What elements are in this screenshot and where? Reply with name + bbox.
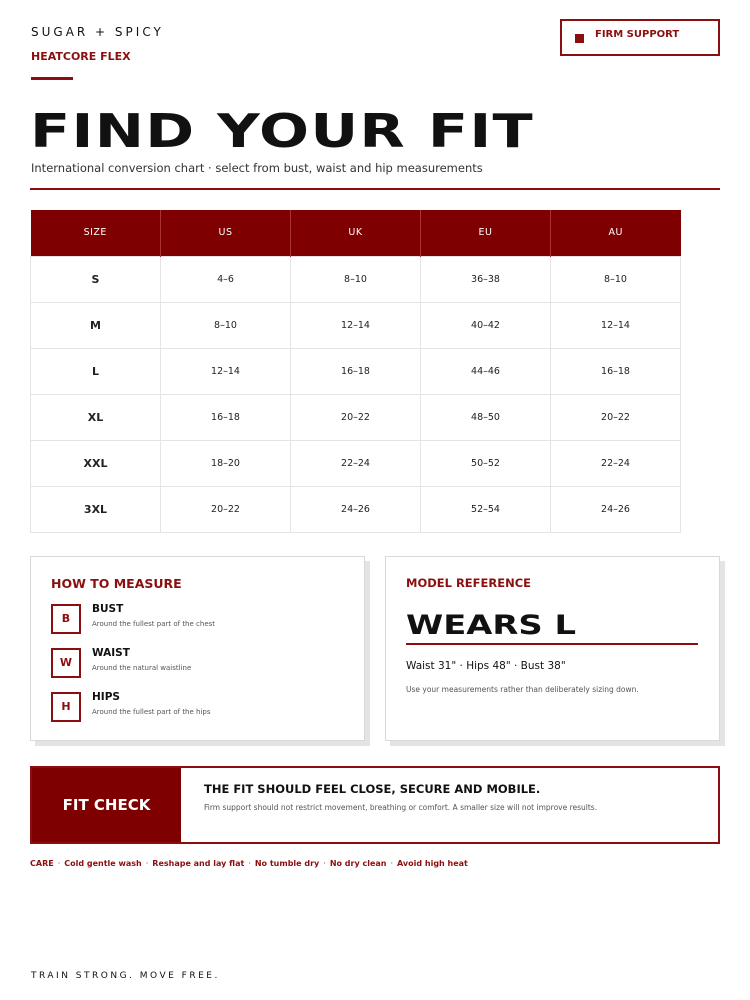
separator-dot: · (57, 859, 61, 868)
table-row (31, 348, 681, 394)
how-to-measure-heading: HOW TO MEASURE (51, 576, 182, 591)
support-badge (560, 19, 720, 56)
waist-letter-icon: W (51, 648, 81, 678)
square-bullet-icon (575, 34, 584, 43)
measure-item-bust (51, 604, 351, 634)
care-item: No dry clean (329, 859, 387, 868)
bust-letter-icon: B (51, 604, 81, 634)
fit-check-headline: THE FIT SHOULD FEEL CLOSE, SECURE AND MOBILE. (204, 782, 541, 796)
size-conversion-table (30, 210, 681, 533)
measure-item-name: BUST (92, 603, 124, 615)
table-cell: 44–46 (421, 348, 551, 394)
table-cell: 36–38 (421, 256, 551, 302)
fit-check-label-block (32, 768, 181, 842)
size-cell: 3XL (31, 486, 161, 532)
brand-name: SUGAR + SPICY (31, 25, 164, 39)
product-name: HEATCORE FLEX (31, 50, 131, 63)
size-cell: S (31, 256, 161, 302)
table-cell: 12–14 (161, 348, 291, 394)
table-row (31, 394, 681, 440)
fit-check-body: Firm support should not restrict movement, breathing or comfort. A smaller size will not improve results. (204, 803, 598, 812)
care-item: Reshape and lay flat (152, 859, 245, 868)
table-row (31, 256, 681, 302)
care-label: CARE (30, 859, 54, 868)
separator-dot: · (248, 859, 251, 868)
table-row (31, 302, 681, 348)
table-cell: 4–6 (161, 256, 291, 302)
table-cell: 20–22 (551, 394, 681, 440)
model-reference-card (385, 556, 720, 741)
table-cell: 52–54 (421, 486, 551, 532)
table-header-row (31, 210, 681, 256)
table-cell: 40–42 (421, 302, 551, 348)
fit-check-banner (30, 766, 720, 844)
model-note: Use your measurements rather than deliberately sizing down. (406, 685, 639, 694)
table-cell: 16–18 (551, 348, 681, 394)
column-header: SIZE (31, 210, 161, 256)
model-measurements: Waist 31" · Hips 48" · Bust 38" (406, 660, 566, 672)
brand-divider (31, 77, 73, 80)
measure-item-hips (51, 692, 351, 722)
fit-check-label: FIT CHECK (62, 796, 151, 814)
measure-item-name: HIPS (92, 691, 120, 703)
table-cell: 24–26 (551, 486, 681, 532)
model-divider (406, 643, 698, 645)
column-header: EU (421, 210, 551, 256)
table-cell: 8–10 (291, 256, 421, 302)
table-cell: 16–18 (161, 394, 291, 440)
table-cell: 50–52 (421, 440, 551, 486)
table-row (31, 440, 681, 486)
measure-item-waist (51, 648, 351, 678)
table-cell: 8–10 (551, 256, 681, 302)
care-item: No tumble dry (254, 859, 320, 868)
table-cell: 16–18 (291, 348, 421, 394)
measure-item-name: WAIST (92, 647, 130, 659)
size-cell: XL (31, 394, 161, 440)
measure-item-description: Around the fullest part of the hips (92, 708, 211, 716)
size-cell: L (31, 348, 161, 394)
model-size: WEARS L (406, 610, 576, 641)
title-divider (30, 188, 720, 190)
support-badge-label: FIRM SUPPORT (595, 29, 680, 40)
table-cell: 18–20 (161, 440, 291, 486)
care-instructions (30, 859, 468, 868)
how-to-measure-card (30, 556, 365, 741)
table-cell: 12–14 (551, 302, 681, 348)
table-cell: 22–24 (551, 440, 681, 486)
column-header: UK (291, 210, 421, 256)
measure-item-description: Around the fullest part of the chest (92, 620, 216, 628)
footer-tagline: TRAIN STRONG. MOVE FREE. (31, 971, 220, 981)
table-row (31, 486, 681, 532)
measure-item-description: Around the natural waistline (92, 664, 192, 672)
page-subtitle: International conversion chart · select from bust, waist and hip measurements (31, 161, 483, 175)
table-cell: 20–22 (291, 394, 421, 440)
care-item: Avoid high heat (397, 859, 468, 868)
table-cell: 24–26 (291, 486, 421, 532)
separator-dot: · (145, 859, 149, 868)
table-cell: 22–24 (291, 440, 421, 486)
table-cell: 48–50 (421, 394, 551, 440)
care-item: Cold gentle wash (64, 859, 142, 868)
page-title: FIND YOUR FIT (30, 104, 534, 158)
column-header: US (161, 210, 291, 256)
size-cell: XXL (31, 440, 161, 486)
table-cell: 8–10 (161, 302, 291, 348)
table-cell: 20–22 (161, 486, 291, 532)
hips-letter-icon: H (51, 692, 81, 722)
separator-dot: · (390, 859, 394, 868)
table-cell: 12–14 (291, 302, 421, 348)
size-cell: M (31, 302, 161, 348)
column-header: AU (551, 210, 681, 256)
separator-dot: · (323, 859, 326, 868)
model-reference-heading: MODEL REFERENCE (406, 576, 532, 590)
